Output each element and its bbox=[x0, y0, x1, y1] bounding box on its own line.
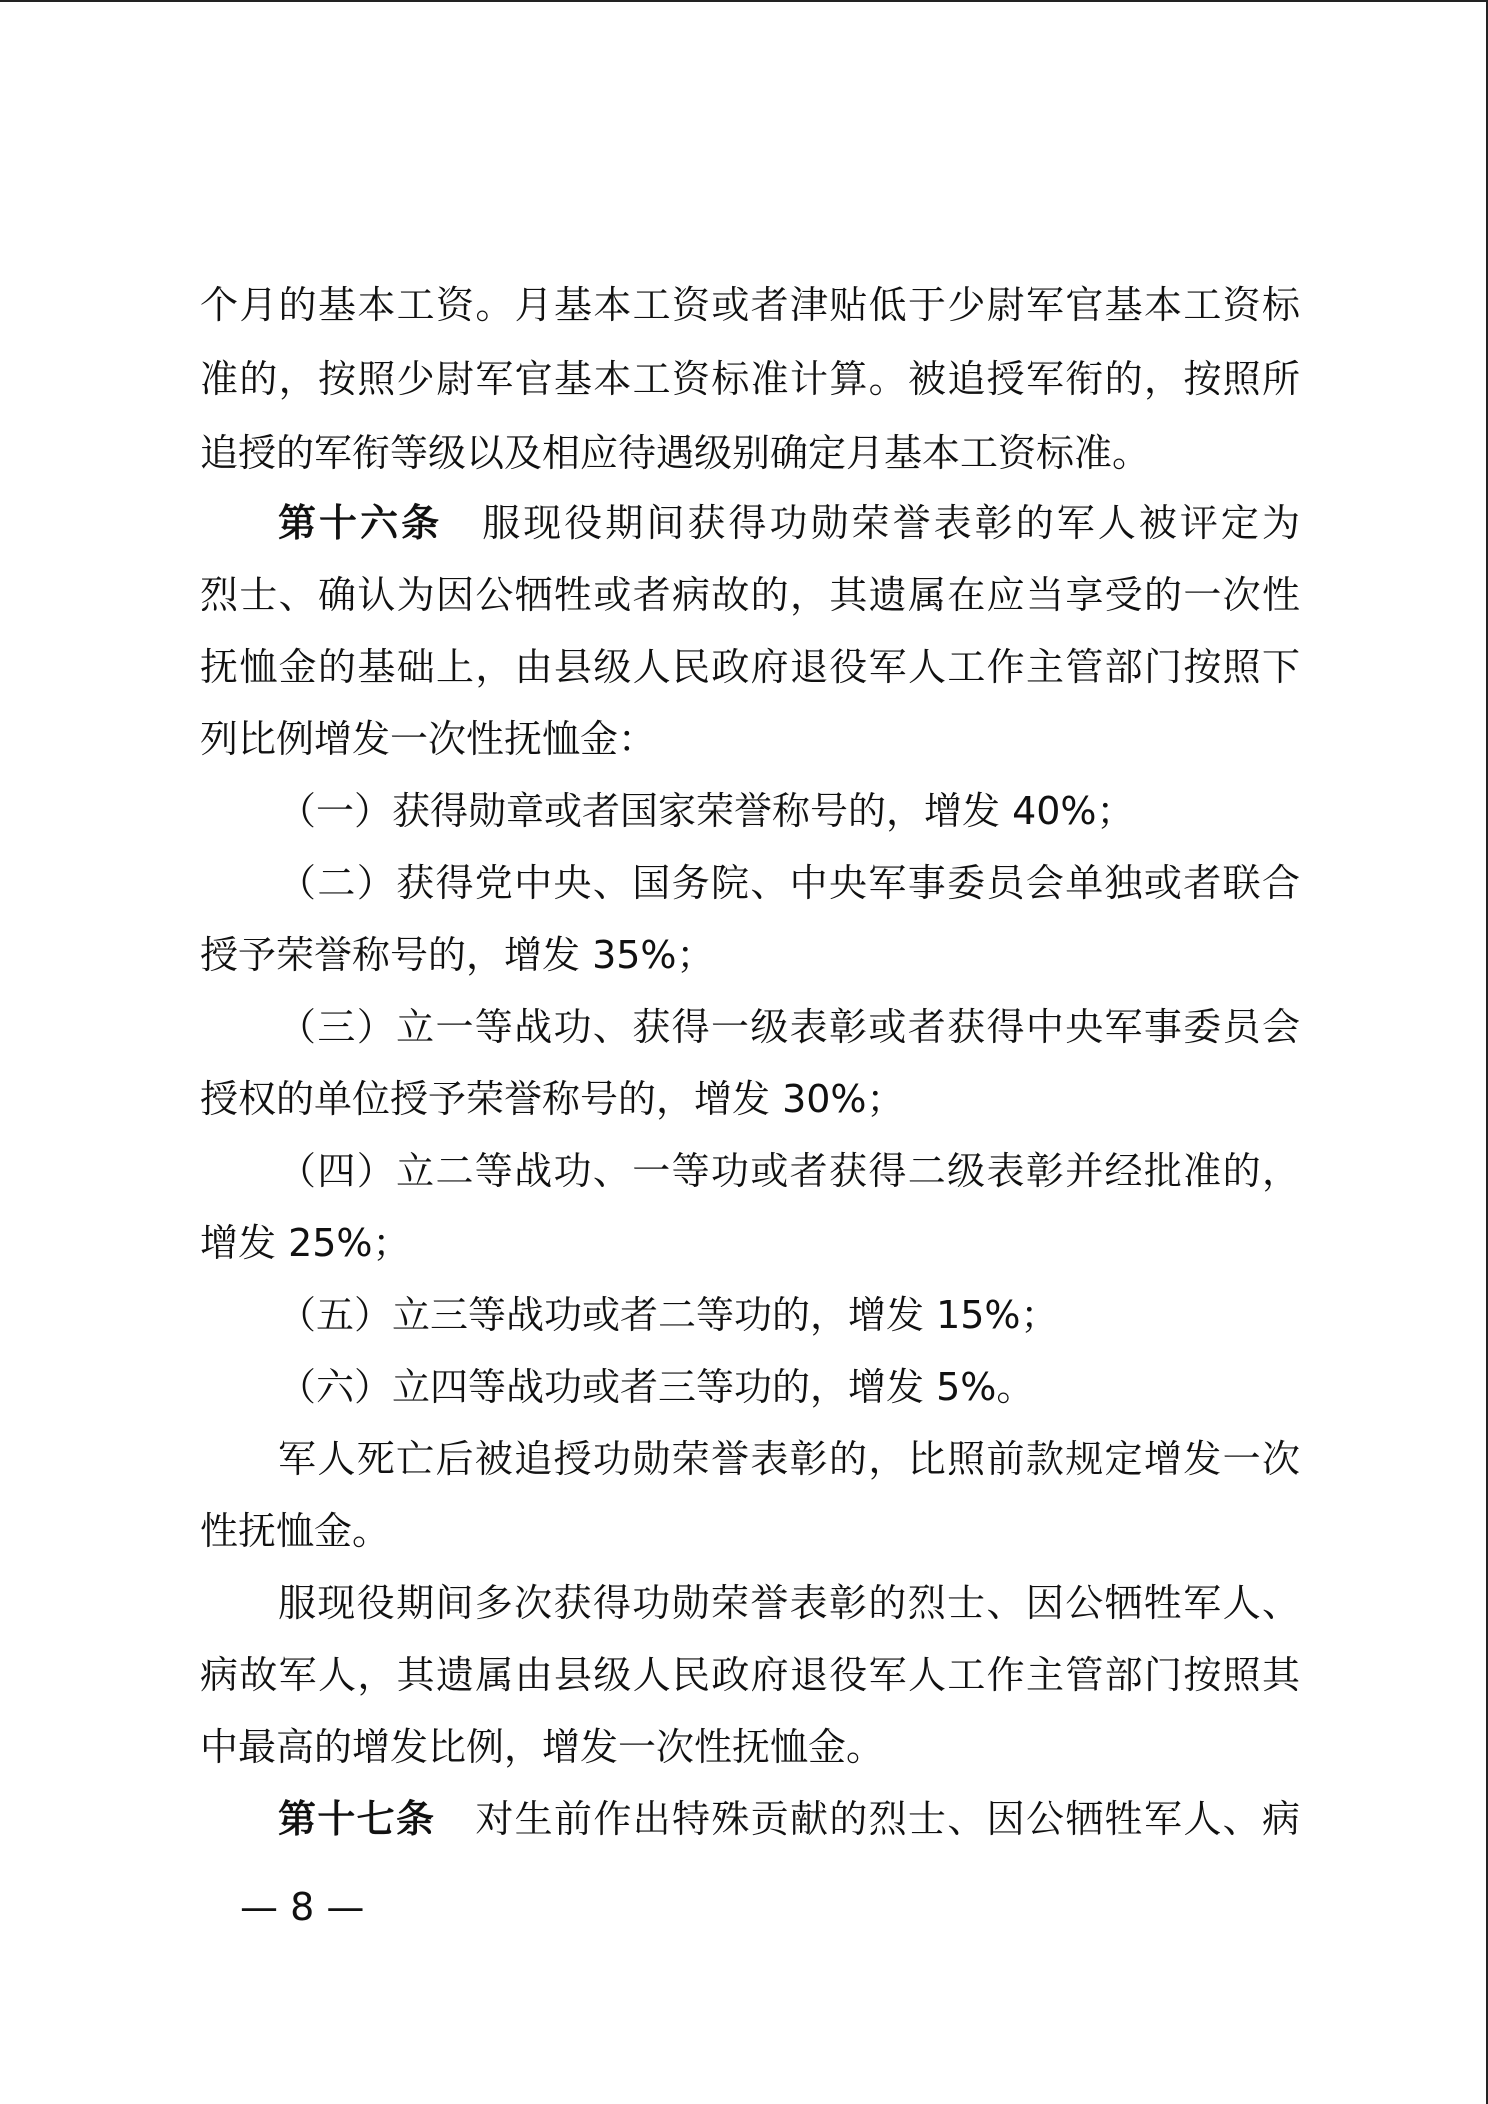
text-line: 中最高的增发比例，增发一次性抚恤金。 bbox=[200, 1725, 885, 1769]
text-line: 烈士、确认为因公牺牲或者病故的，其遗属在应当享受的一次性 bbox=[200, 573, 1300, 617]
article-17-label: 第十七条 bbox=[278, 1796, 436, 1841]
text-line: 授予荣誉称号的，增发 35%； bbox=[200, 933, 715, 977]
text-line: 追授的军衔等级以及相应待遇级别确定月基本工资标准。 bbox=[200, 431, 1151, 475]
list-item-6: （六）立四等战功或者三等功的，增发 5%。 bbox=[278, 1365, 1035, 1409]
list-item-2: （二）获得党中央、国务院、中央军事委员会单独或者联合 bbox=[278, 861, 1300, 905]
text-line: 病故军人，其遗属由县级人民政府退役军人工作主管部门按照其 bbox=[200, 1653, 1300, 1697]
article-16-paragraph-start bbox=[278, 498, 1300, 548]
text-line: 性抚恤金。 bbox=[200, 1509, 391, 1553]
text-line: 列比例增发一次性抚恤金： bbox=[200, 717, 657, 761]
text-line: 服现役期间多次获得功勋荣誉表彰的烈士、因公牺牲军人、 bbox=[278, 1581, 1300, 1625]
article-17-paragraph-start bbox=[278, 1794, 1300, 1844]
text-line: 个月的基本工资。月基本工资或者津贴低于少尉军官基本工资标 bbox=[200, 283, 1300, 327]
list-item-3: （三）立一等战功、获得一级表彰或者获得中央军事委员会 bbox=[278, 1005, 1300, 1049]
text-line: 服现役期间获得功勋荣誉表彰的军人被评定为 bbox=[482, 501, 1300, 545]
text-line: 军人死亡后被追授功勋荣誉表彰的，比照前款规定增发一次 bbox=[278, 1437, 1300, 1481]
list-item-4: （四）立二等战功、一等功或者获得二级表彰并经批准的， bbox=[278, 1149, 1300, 1193]
text-line: 授权的单位授予荣誉称号的，增发 30%； bbox=[200, 1077, 905, 1121]
text-line: 对生前作出特殊贡献的烈士、因公牺牲军人、病 bbox=[475, 1797, 1300, 1841]
page-number: — 8 — bbox=[240, 1885, 365, 1929]
text-line: 准的，按照少尉军官基本工资标准计算。被追授军衔的，按照所 bbox=[200, 357, 1300, 401]
list-item-5: （五）立三等战功或者二等功的，增发 15%； bbox=[278, 1293, 1059, 1337]
list-item-1: （一）获得勋章或者国家荣誉称号的，增发 40%； bbox=[278, 789, 1135, 833]
page-top-border bbox=[0, 0, 1488, 2]
text-line: 增发 25%； bbox=[200, 1221, 411, 1265]
text-line: 抚恤金的基础上，由县级人民政府退役军人工作主管部门按照下 bbox=[200, 645, 1300, 689]
article-16-label: 第十六条 bbox=[278, 500, 443, 545]
